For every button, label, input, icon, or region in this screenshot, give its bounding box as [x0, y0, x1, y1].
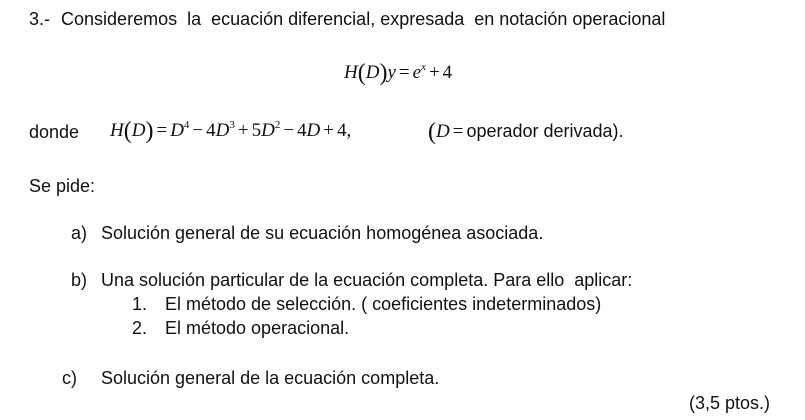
item-b-sub1-num: 1. — [132, 294, 148, 314]
eq-y: y — [387, 62, 396, 83]
problem-number: 3.- — [29, 9, 51, 29]
eq-equals: = — [398, 62, 410, 83]
eq-D: D — [365, 62, 380, 83]
def-term4-coef: 4 — [297, 120, 307, 141]
item-c-text: Solución general de la ecuación completa. — [101, 368, 440, 388]
def-equals: = — [156, 120, 168, 141]
def-plus-2: + — [323, 120, 334, 141]
note-text: operador derivada). — [466, 121, 624, 141]
item-b-sub2-text: El método operacional. — [165, 318, 350, 338]
eq-paren-close: ) — [379, 60, 388, 86]
main-equation — [344, 61, 452, 85]
item-a-text: Solución general de su ecuación homogénea asociada. — [101, 223, 544, 243]
def-D: D — [131, 120, 146, 141]
def-plus-1: + — [237, 120, 249, 141]
note-equals: = — [452, 121, 464, 142]
note-paren-open: ( — [428, 119, 436, 145]
def-term5: 4 — [337, 120, 347, 141]
def-term2-exp: 3 — [229, 119, 235, 131]
note-D: D — [436, 121, 450, 142]
eq-e: e — [412, 62, 422, 83]
eq-paren-open: ( — [357, 60, 366, 86]
se-pide-heading: Se pide: — [29, 176, 96, 196]
definition-donde: donde — [29, 122, 80, 142]
item-a-label: a) — [71, 223, 88, 243]
def-minus-1: − — [192, 120, 204, 141]
eq-exponent: x — [421, 61, 426, 73]
operator-note — [428, 119, 624, 144]
item-b-text: Una solución particular de la ecuación completa. Para ello aplicar: — [101, 270, 633, 290]
operator-definition — [110, 119, 351, 143]
def-paren-close: ) — [145, 118, 154, 144]
def-term3-base: D — [261, 120, 275, 141]
eq-plus: + — [428, 62, 440, 83]
item-b-sub2-num: 2. — [132, 318, 148, 338]
problem-statement — [29, 8, 665, 30]
def-term4-base: D — [306, 120, 321, 141]
def-H: H — [110, 120, 124, 141]
item-b-label: b) — [71, 270, 88, 290]
def-term3-coef: 5 — [251, 120, 262, 141]
def-term2-base: D — [215, 120, 230, 141]
def-comma: , — [346, 120, 352, 141]
def-term2-coef: 4 — [206, 120, 216, 141]
item-b-sub1-text: El método de selección. ( coeficientes indeterminados) — [165, 294, 602, 314]
item-c-label: c) — [62, 368, 77, 388]
eq-constant: 4 — [442, 62, 453, 83]
def-term1-exp: 4 — [183, 119, 190, 131]
def-term1-base: D — [170, 120, 184, 141]
points-value: (3,5 ptos.) — [689, 393, 771, 413]
eq-H: H — [344, 62, 358, 83]
def-minus-2: − — [283, 120, 295, 141]
def-paren-open: ( — [123, 118, 132, 144]
def-term3-exp: 2 — [274, 119, 281, 131]
problem-text: Consideremos la ecuación diferencial, expresada en notación operacional — [61, 9, 666, 29]
